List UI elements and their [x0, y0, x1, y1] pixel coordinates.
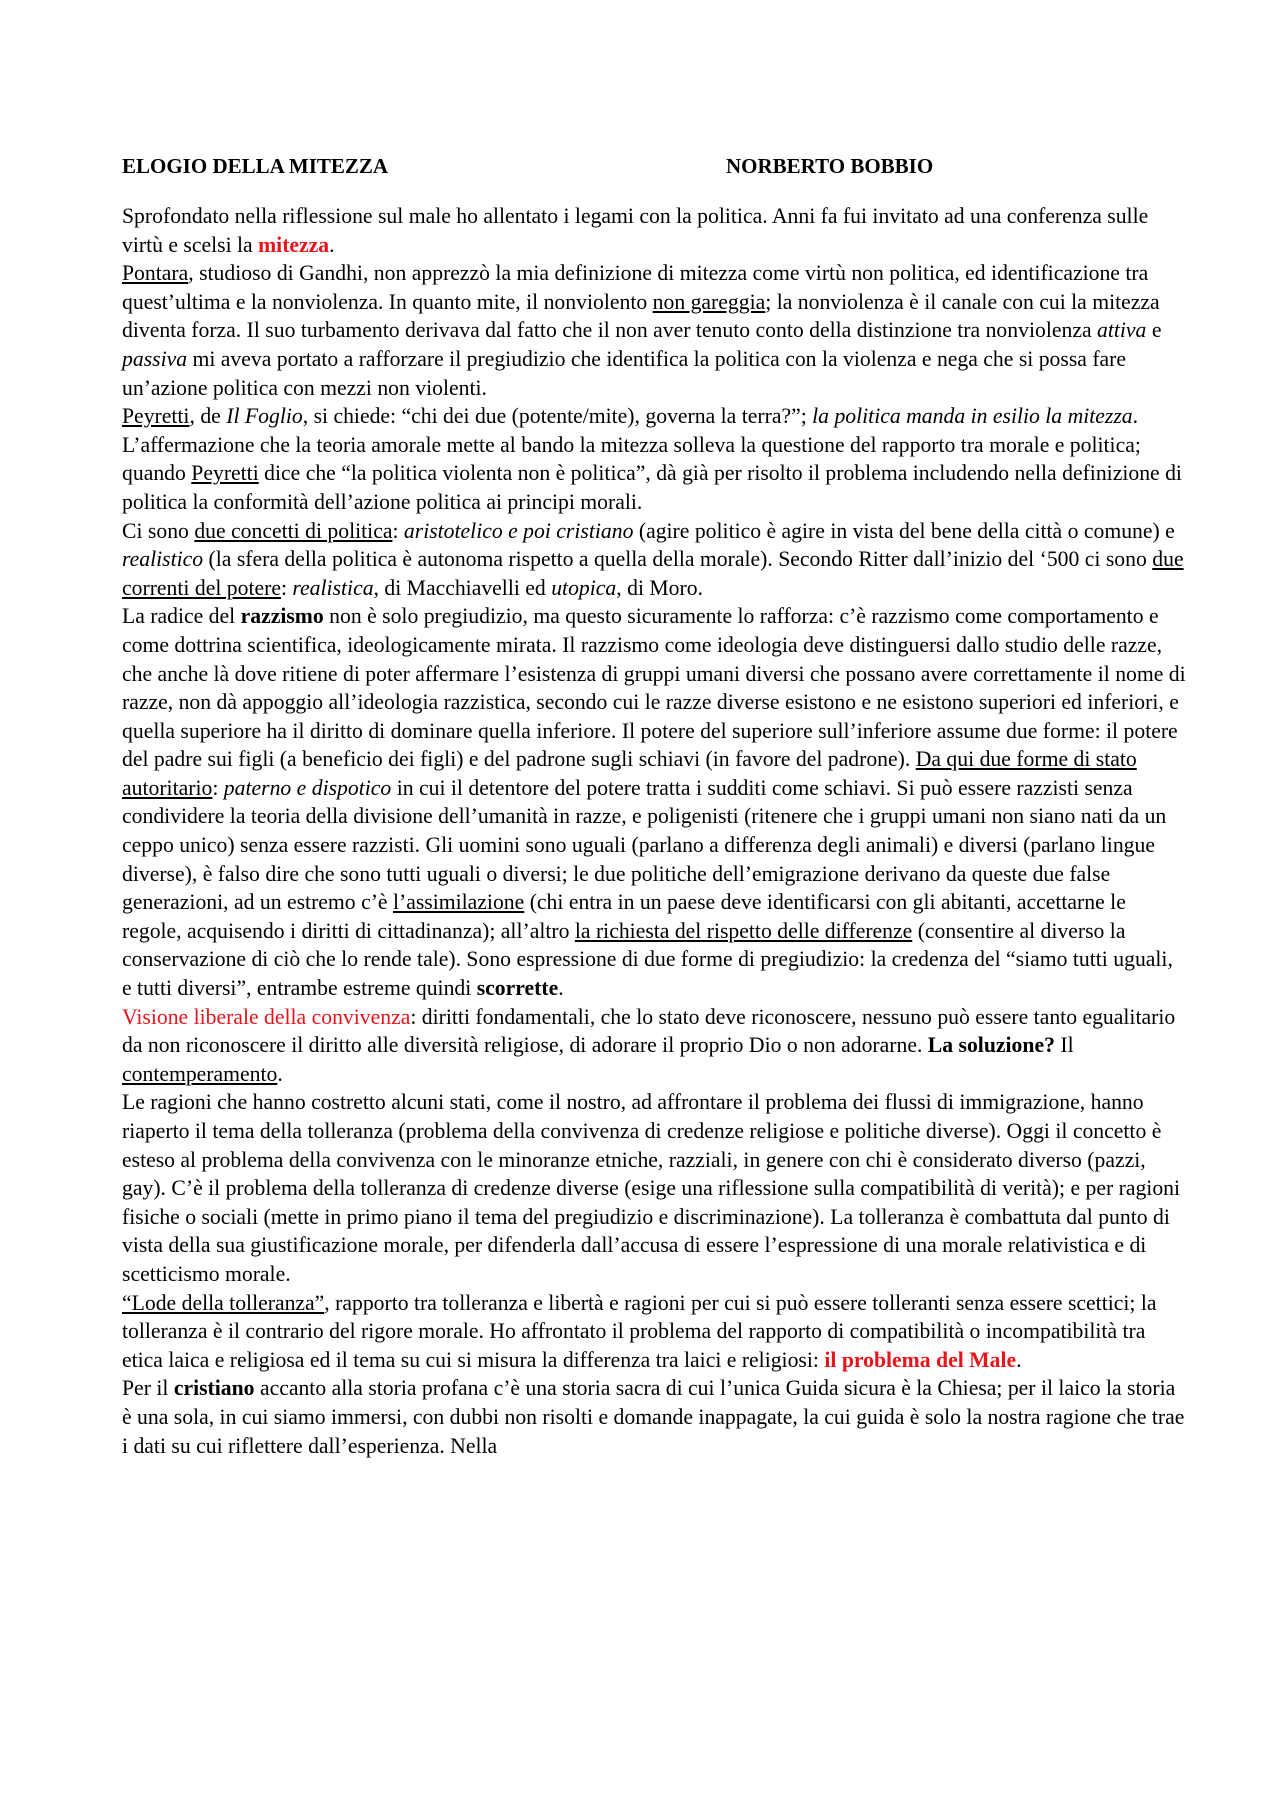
text-segment: , rapporto tra tolleranza e libertà e ragioni per cui si può essere tolleranti senza essere scettici; la tolleranza è il contrario del rigore morale. Ho affrontato il problema del rapporto di compatibilità o incompatibilità tra etica laica e religiosa ed il tema su cui si misura la differenza tra laici e religiosi:: [122, 1290, 1157, 1372]
text-segment: La soluzione?: [927, 1033, 1055, 1058]
document-title: ELOGIO DELLA MITEZZA: [122, 154, 389, 178]
paragraph-p1: [122, 202, 1186, 259]
text-segment: la richiesta del rispetto delle differenze: [574, 918, 913, 943]
text-segment: non è solo pregiudizio, ma questo sicuramente lo rafforza: c’è razzismo come comportamento e come dottrina scientifica, ideologicamente mirata. Il razzismo come ideologia deve distinguersi dallo studio delle razze, che anche là dove ritiene di poter affermare l’esistenza di gruppi umani diversi che possano avere correttamente il nome di razze, non dà appoggio all’ideologia razzistica, secondo cui le razze diverse esistono e ne esistono superiori ed inferiori, e quella superiore ha il diritto di dominare quella inferiore. Il potere del superiore sull’inferiore assume due forme: il potere del padre sui figli (a beneficio dei figli) e del padrone sugli schiavi (in favore del padrone).: [122, 604, 1186, 772]
text-segment: .: [329, 232, 335, 257]
text-segment: La radice del: [122, 604, 241, 629]
text-segment: in cui il detentore del potere tratta i sudditi come schiavi. Si può essere razzisti senza condividere la teoria della divisione dell’umanità in razze, e poligenisti (ritenere che i gruppi umani non siano nati da un ceppo unico) senza essere razzisti. Gli uomini sono uguali (parlano a differenza degli animali) e diversi (parlano lingue diverse), è falso dire che sono tutti uguali o diversi; le due politiche dell’emigrazione derivano da queste due false generazioni, ad un estremo c’è: [122, 775, 1167, 915]
text-segment: Peyretti: [191, 461, 259, 486]
text-segment: : diritti fondamentali, che lo stato deve riconoscere, nessuno può essere tanto egualitario da non riconoscere il diritto alle diversità religiose, di adorare il proprio Dio o non adorarne.: [122, 1004, 1176, 1058]
text-segment: scorrette: [476, 976, 559, 1001]
text-segment: il problema del Male: [824, 1347, 1017, 1372]
text-segment: Peyretti: [122, 404, 190, 429]
text-segment: (chi entra in un paese deve identificarsi con gli abitanti, accettarne le regole, acquisendo i diritti di cittadinanza); all’altro: [122, 890, 1126, 943]
paragraph-p5: [122, 602, 1186, 1002]
text-segment: (la sfera della politica è autonoma rispetto a quella della morale). Secondo Ritter dall’inizio del ‘500 ci sono: [203, 547, 1153, 572]
text-segment: due correnti del potere: [122, 547, 1184, 600]
text-segment: realistico: [122, 547, 204, 572]
paragraph-p2: [122, 259, 1186, 402]
text-segment: , si chiede: “chi dei due (potente/mite), governa la terra?”;: [302, 404, 813, 429]
text-segment: (consentire al diverso la conservazione di ciò che lo rende tale). Sono espressione di due forme di pregiudizio: la credenza del “siamo tutti uguali, e tutti diversi”, entrambe estreme quindi: [122, 918, 1173, 1001]
document-body: [122, 202, 1186, 1460]
text-segment: :: [212, 775, 224, 800]
paragraph-p3: [122, 402, 1186, 516]
text-segment: Visione liberale della convivenza: [122, 1004, 411, 1029]
paragraph-p8: [122, 1289, 1186, 1375]
text-segment: mi aveva portato a rafforzare il pregiudizio che identifica la politica con la violenza e nega che si possa fare un’azione politica con mezzi non violenti.: [122, 346, 1127, 400]
text-segment: Sprofondato nella riflessione sul male ho allentato i legami con la politica. Anni fa fui invitato ad una conferenza sulle virtù e scelsi la: [122, 204, 1149, 257]
text-segment: Pontara: [122, 261, 189, 286]
text-segment: la politica manda in esilio la mitezza: [812, 404, 1133, 429]
text-segment: Ci sono: [122, 518, 195, 543]
text-segment: , de: [189, 404, 227, 429]
paragraph-p6: [122, 1003, 1186, 1089]
text-segment: l’assimilazione: [392, 890, 525, 915]
text-segment: “Lode della tolleranza”: [122, 1290, 325, 1315]
text-segment: Il: [1054, 1033, 1074, 1058]
text-segment: Per il: [122, 1376, 174, 1401]
text-segment: Le ragioni che hanno costretto alcuni stati, come il nostro, ad affrontare il problema dei flussi di immigrazione, hanno riaperto il tema della tolleranza (problema della convivenza di credenze religiose e politiche diverse). Oggi il concetto è esteso al problema della convivenza con le minoranze etniche, razziali, in genere con chi è considerato diverso (pazzi, gay). C’è il problema della tolleranza di credenze diverse (esige una riflessione sulla compatibilità di verità); e per ragioni fisiche o sociali (mette in primo piano il tema del pregiudizio e discriminazione). La tolleranza è combattuta dal punto di vista della sua giustificazione morale, per difenderla dall’accusa di essere l’espressione di una morale relativistica e di scetticismo morale.: [122, 1090, 1181, 1286]
paragraph-p9: [122, 1374, 1186, 1460]
text-segment: aristotelico e poi cristiano: [403, 518, 634, 543]
text-segment: . L’affermazione che la teoria amorale mette al bando la mitezza solleva la questione del rapporto tra morale e politica; quando: [122, 404, 1141, 486]
text-segment: .: [277, 1061, 283, 1086]
text-segment: ; la nonviolenza è il canale con cui la mitezza diventa forza. Il suo turbamento derivava dal fatto che il non aver tenuto conto della distinzione tra nonviolenza: [122, 289, 1160, 343]
text-segment: :: [392, 518, 404, 543]
text-segment: :: [280, 575, 293, 600]
text-segment: .: [1016, 1347, 1022, 1372]
document-header: [122, 154, 1182, 184]
text-segment: realistica: [292, 575, 374, 600]
text-segment: mitezza: [258, 232, 330, 257]
text-segment: , studioso di Gandhi, non apprezzò la mia definizione di mitezza come virtù non politica, ed identificazione tra quest’ultima e la nonviolenza. In quanto mite, il nonviolento: [122, 261, 1149, 314]
paragraph-p7: [122, 1088, 1186, 1288]
document-author: NORBERTO BOBBIO: [726, 154, 934, 178]
paragraph-p4: [122, 517, 1186, 603]
text-segment: Da qui due forme di stato autoritario: [122, 747, 1137, 800]
text-segment: attiva: [1097, 318, 1147, 343]
text-segment: contemperamento: [122, 1061, 278, 1086]
text-segment: paterno e dispotico: [223, 775, 392, 800]
text-segment: utopica: [551, 575, 617, 600]
text-segment: razzismo: [240, 604, 324, 629]
text-segment: cristiano: [173, 1376, 255, 1401]
text-segment: non gareggia: [652, 289, 766, 314]
text-segment: dice che “la politica violenta non è politica”, dà già per risolto il problema includendo nella definizione di politica la conformità dell’azione politica ai principi morali.: [122, 461, 1182, 514]
text-segment: .: [558, 976, 564, 1001]
text-segment: accanto alla storia profana c’è una storia sacra di cui l’unica Guida sicura è la Chiesa; per il laico la storia è una sola, in cui siamo immersi, con dubbi non risolti e domande inappagate, la cui guida è solo la nostra ragione che trae i dati su cui riflettere dall’esperienza. Nella: [122, 1376, 1185, 1458]
text-segment: Il Foglio: [226, 404, 303, 429]
text-segment: , di Macchiavelli ed: [373, 575, 552, 600]
text-segment: due concetti di politica: [194, 518, 393, 543]
text-segment: , di Moro.: [616, 575, 704, 600]
text-segment: e: [1146, 318, 1162, 343]
text-segment: (agire politico è agire in vista del bene della città o comune) e: [633, 518, 1175, 543]
text-segment: passiva: [122, 346, 188, 371]
